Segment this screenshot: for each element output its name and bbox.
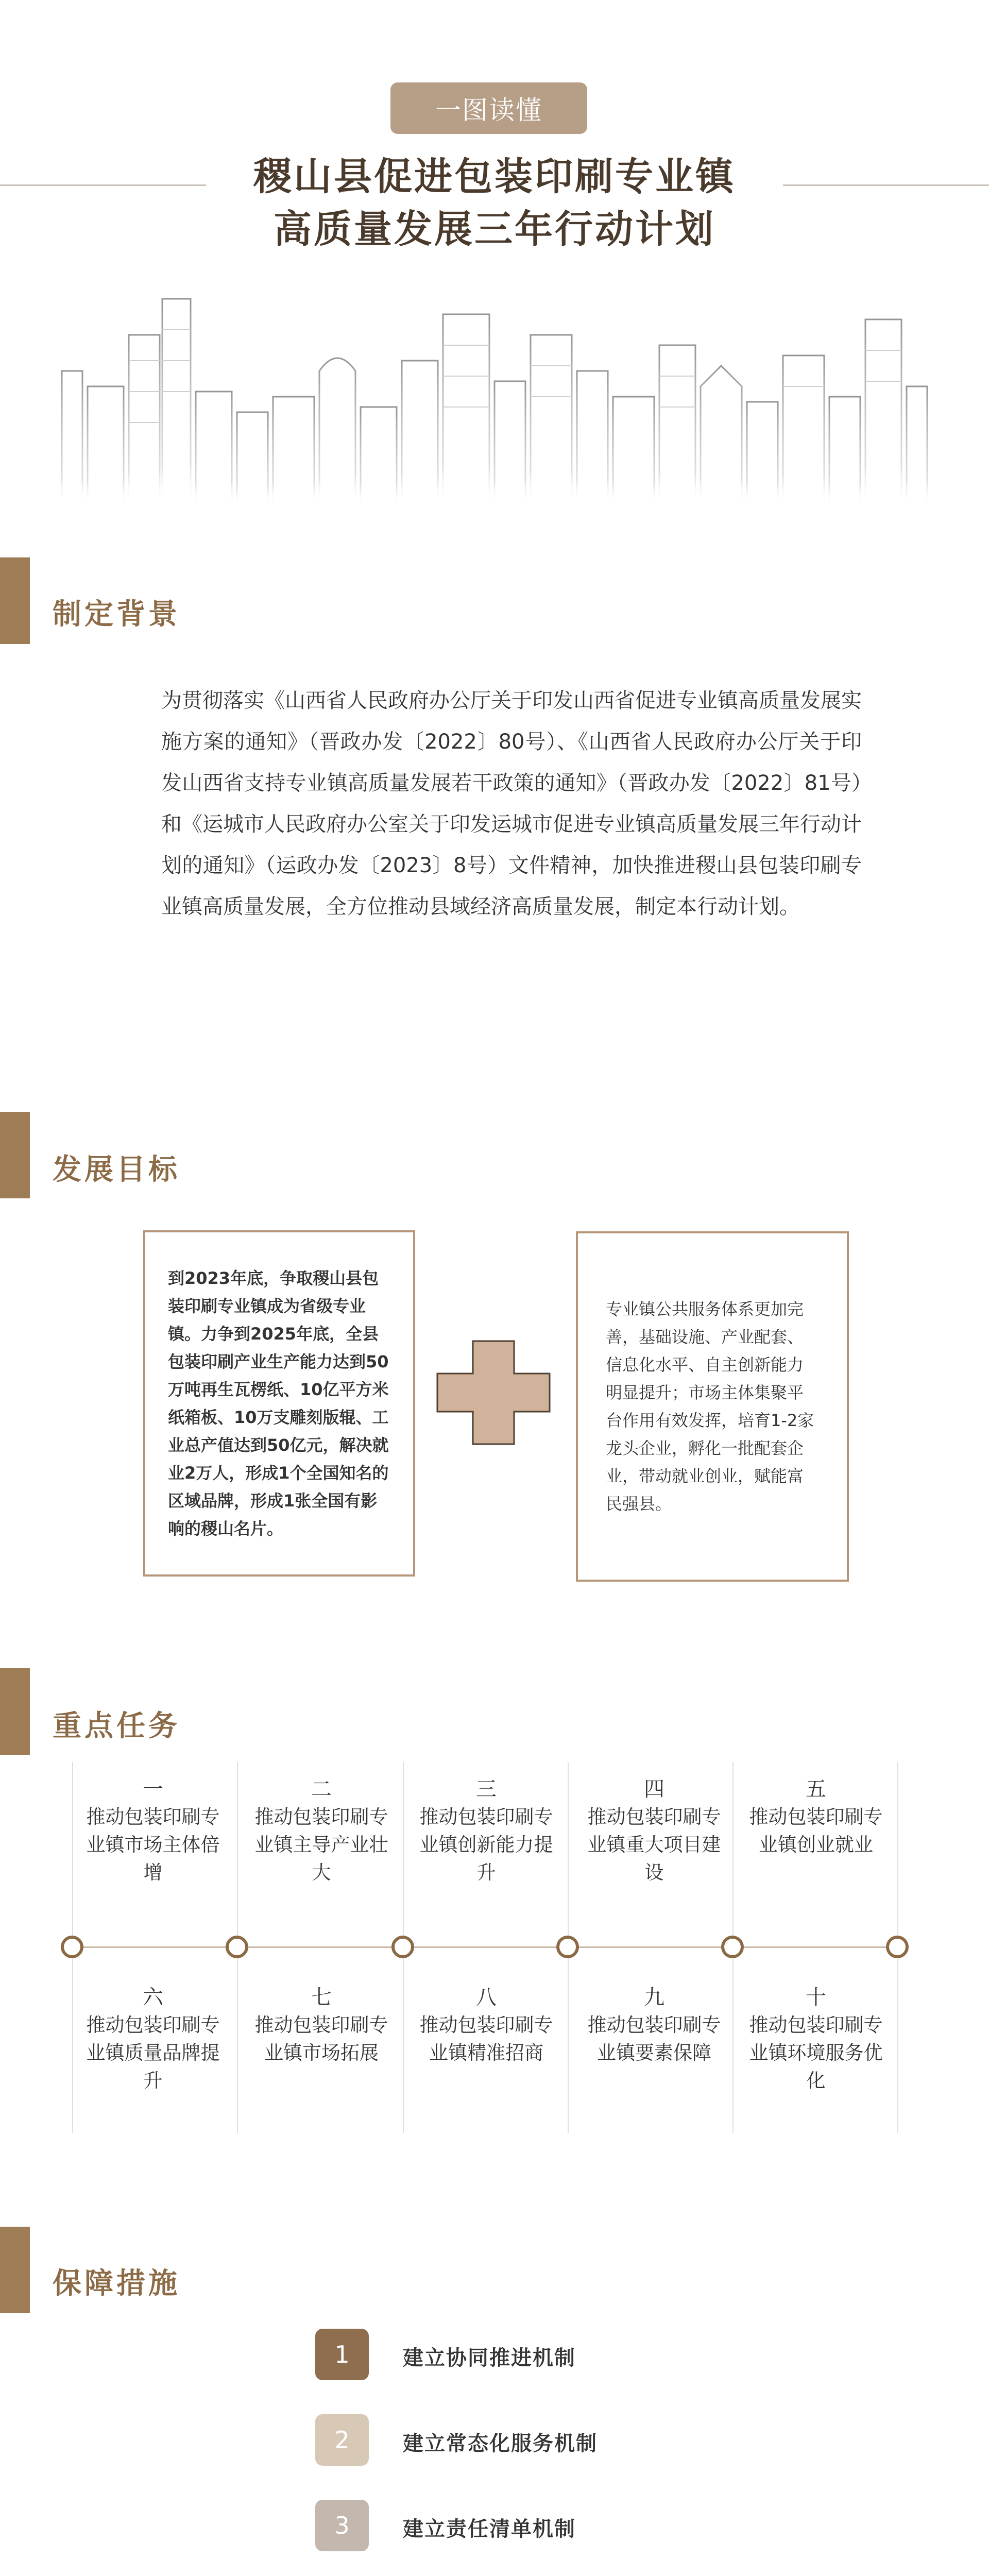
task-text: 推动包装印刷专业镇主导产业壮大 xyxy=(254,1806,388,1884)
city-skyline-illustration xyxy=(57,268,932,510)
task-number: 十 xyxy=(806,1986,826,2009)
section-marker-guarantees xyxy=(0,2227,30,2313)
task-timeline xyxy=(72,1946,898,1948)
task-text: 推动包装印刷专业镇精准招商 xyxy=(419,2014,553,2064)
task-item-5 xyxy=(734,1775,898,1859)
task-item-3 xyxy=(404,1775,569,1887)
task-text: 推动包装印刷专业镇创新能力提升 xyxy=(419,1806,553,1884)
background-paragraph: 为贯彻落实《山西省人民政府办公厅关于印发山西省促进专业镇高质量发展实施方案的通知》（晋政办发〔2022〕80号）、《山西省人民政府办公厅关于印发山西省支持专业镇高质量发展若干政策的通知》（晋政办发〔2022〕81号）和《运城市人民政府办公室关于印发运城市促进专业镇高质量发展三年行动计划的通知》（运政办发〔2023〕8号）文件精神，加快推进稷山县包装印刷专业镇高质量发展，全方位推动县域经济高质量发展，制定本行动计划。 xyxy=(161,689,862,919)
task-item-10 xyxy=(734,1984,898,2095)
task-text: 推动包装印刷专业镇市场主体倍增 xyxy=(86,1806,220,1884)
section-title-guarantees: 保障措施 xyxy=(53,2267,180,2300)
section-title-background: 制定背景 xyxy=(53,598,180,631)
timeline-node xyxy=(556,1936,579,1958)
timeline-node xyxy=(721,1936,744,1958)
section-title-tasks: 重点任务 xyxy=(53,1709,180,1743)
timeline-node xyxy=(886,1936,909,1958)
task-number: 三 xyxy=(476,1777,497,1801)
timeline-node xyxy=(61,1936,83,1958)
task-text: 推动包装印刷专业镇质量品牌提升 xyxy=(86,2014,220,2092)
goal-text-left: 到2023年底，争取稷山县包装印刷专业镇成为省级专业镇。力争到2025年底，全县包装印刷产业生产能力达到50万吨再生瓦楞纸、10亿平方米纸箱板、10万支雕刻版辊、工业总产值达到50亿元，解决就业2万人，形成1个全国知名的区域品牌，形成1张全国有影响的稷山名片。 xyxy=(168,1268,389,1538)
page-title-line2: 高质量发展三年行动计划 xyxy=(274,207,715,251)
task-number: 四 xyxy=(644,1777,664,1801)
goal-text-right: 专业镇公共服务体系更加完善，基础设施、产业配套、信息化水平、自主创新能力明显提升；市场主体集聚平台作用有效发挥，培育1-2家龙头企业，孵化一批配套企业，带动就业创业，赋能富民强县。 xyxy=(606,1299,814,1514)
section-marker-tasks xyxy=(0,1668,30,1755)
task-number: 五 xyxy=(806,1777,826,1801)
task-item-8 xyxy=(404,1984,569,2067)
guarantee-number-1: 1 xyxy=(315,2329,369,2380)
guarantee-number-3: 3 xyxy=(315,2500,369,2551)
goal-box-right xyxy=(576,1231,849,1582)
task-text: 推动包装印刷专业镇要素保障 xyxy=(587,2014,721,2064)
task-text: 推动包装印刷专业镇创业就业 xyxy=(749,1806,883,1856)
section-marker-background xyxy=(0,557,30,644)
page-title-line1: 稷山县促进包装印刷专业镇 xyxy=(253,155,736,199)
guarantee-label-3: 建立责任清单机制 xyxy=(403,2517,576,2541)
task-item-6 xyxy=(71,1984,235,2095)
plus-cross-icon xyxy=(436,1340,551,1446)
task-item-1 xyxy=(71,1775,235,1887)
timeline-node xyxy=(391,1936,414,1958)
section-marker-goals xyxy=(0,1112,30,1198)
task-item-2 xyxy=(239,1775,404,1887)
task-number: 六 xyxy=(143,1986,163,2009)
guarantee-label-1: 建立协同推进机制 xyxy=(403,2346,576,2370)
task-item-7 xyxy=(239,1984,404,2067)
guarantee-number-2: 2 xyxy=(315,2414,369,2466)
task-number: 八 xyxy=(476,1986,497,2009)
task-number: 七 xyxy=(311,1986,332,2009)
task-text: 推动包装印刷专业镇环境服务优化 xyxy=(749,2014,883,2092)
task-text: 推动包装印刷专业镇重大项目建设 xyxy=(587,1806,721,1884)
task-text: 推动包装印刷专业镇市场拓展 xyxy=(254,2014,388,2064)
task-number: 一 xyxy=(143,1777,163,1801)
section-title-goals: 发展目标 xyxy=(53,1153,180,1187)
task-item-4 xyxy=(572,1775,737,1887)
goal-box-left xyxy=(143,1230,415,1577)
guarantee-label-2: 建立常态化服务机制 xyxy=(403,2432,598,2455)
task-number: 二 xyxy=(311,1777,332,1801)
task-number: 九 xyxy=(644,1986,664,2009)
timeline-node xyxy=(226,1936,248,1958)
task-item-9 xyxy=(572,1984,737,2067)
header-badge: 一图读懂 xyxy=(390,82,587,134)
